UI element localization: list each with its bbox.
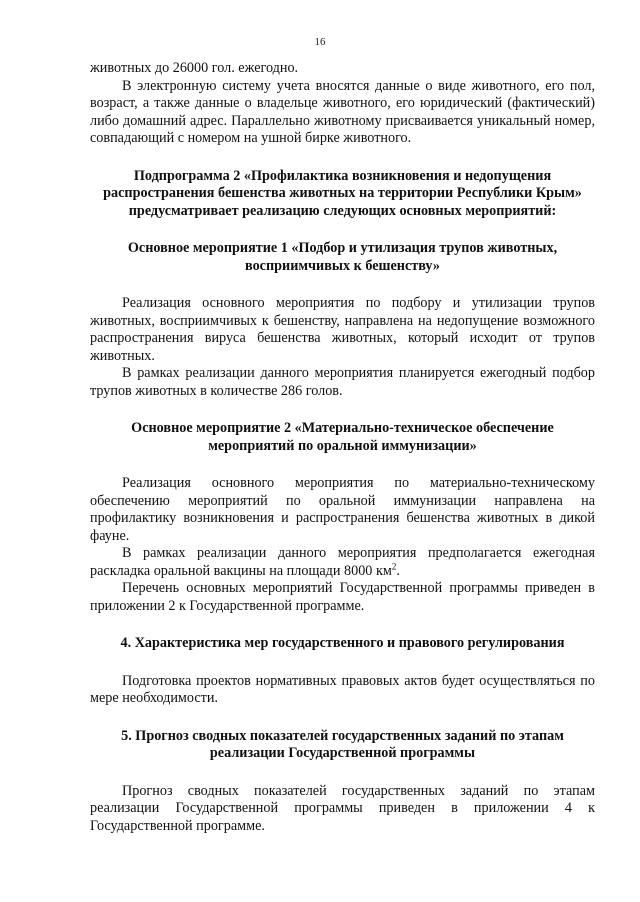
page-number: 16 <box>314 36 326 48</box>
heading-section-4: 4. Характеристика мер государственного и правового регулирования <box>120 635 565 651</box>
paragraph-events-list: Перечень основных мероприятий Государственной программы приведен в приложении 2 к Государственной программе. <box>90 580 595 614</box>
document-body <box>90 60 595 835</box>
paragraph-event-2-description: Реализация основного мероприятия по материально-техническому обеспечению мероприятий по оральной иммунизации направлена на профилактику возникновения и распространения бешенства животных в дикой фауне. <box>90 475 595 544</box>
heading-subprogram-2: Подпрограмма 2 «Профилактика возникновения и недопущения распространения бешенства животных на территории Республики Крым» предусматривает реализацию следующих основных мероприятий: <box>103 167 582 219</box>
heading-main-event-1: Основное мероприятие 1 «Подбор и утилизация трупов животных, восприимчивых к бешенству» <box>127 240 558 274</box>
area-text: В рамках реализации данного мероприятия предполагается ежегодная раскладка оральной вакцины на площади 8000 км <box>90 545 595 579</box>
heading-main-event-2: Основное мероприятие 2 «Материально-техническое обеспечение мероприятий по оральной иммунизации» <box>131 420 554 454</box>
heading-section-5: 5. Прогноз сводных показателей государственных заданий по этапам реализации Государственной программы <box>121 727 564 761</box>
paragraph-event-1-description: Реализация основного мероприятия по подбору и утилизации трупов животных, восприимчивых к бешенству, направлена на недопущение возможного распространения вируса бешенства животных, который исходит от трупов животных. <box>90 295 595 364</box>
paragraph-section-5: Прогноз сводных показателей государственных заданий по этапам реализации Государственной программы приведен в приложении 4 к Государственной программе. <box>90 782 595 834</box>
paragraph-event-1-volume: В рамках реализации данного мероприятия планируется ежегодный подбор трупов животных в количестве 286 голов. <box>90 365 595 399</box>
area-superscript: 2 <box>391 560 397 571</box>
paragraph-accounting-system: В электронную систему учета вносятся данные о виде животного, его пол, возраст, а также данные о владельце животного, его юридический (фактический) либо домашний адрес. Параллельно животному присваивается уникальный номер, совпадающий с номером на ушной бирке животного. <box>90 77 595 146</box>
paragraph-continuation: животных до 26000 гол. ежегодно. <box>90 60 299 76</box>
area-period: . <box>396 562 400 579</box>
paragraph-section-4: Подготовка проектов нормативных правовых актов будет осуществляться по мере необходимости. <box>90 672 595 706</box>
paragraph-event-2-area <box>90 545 595 580</box>
